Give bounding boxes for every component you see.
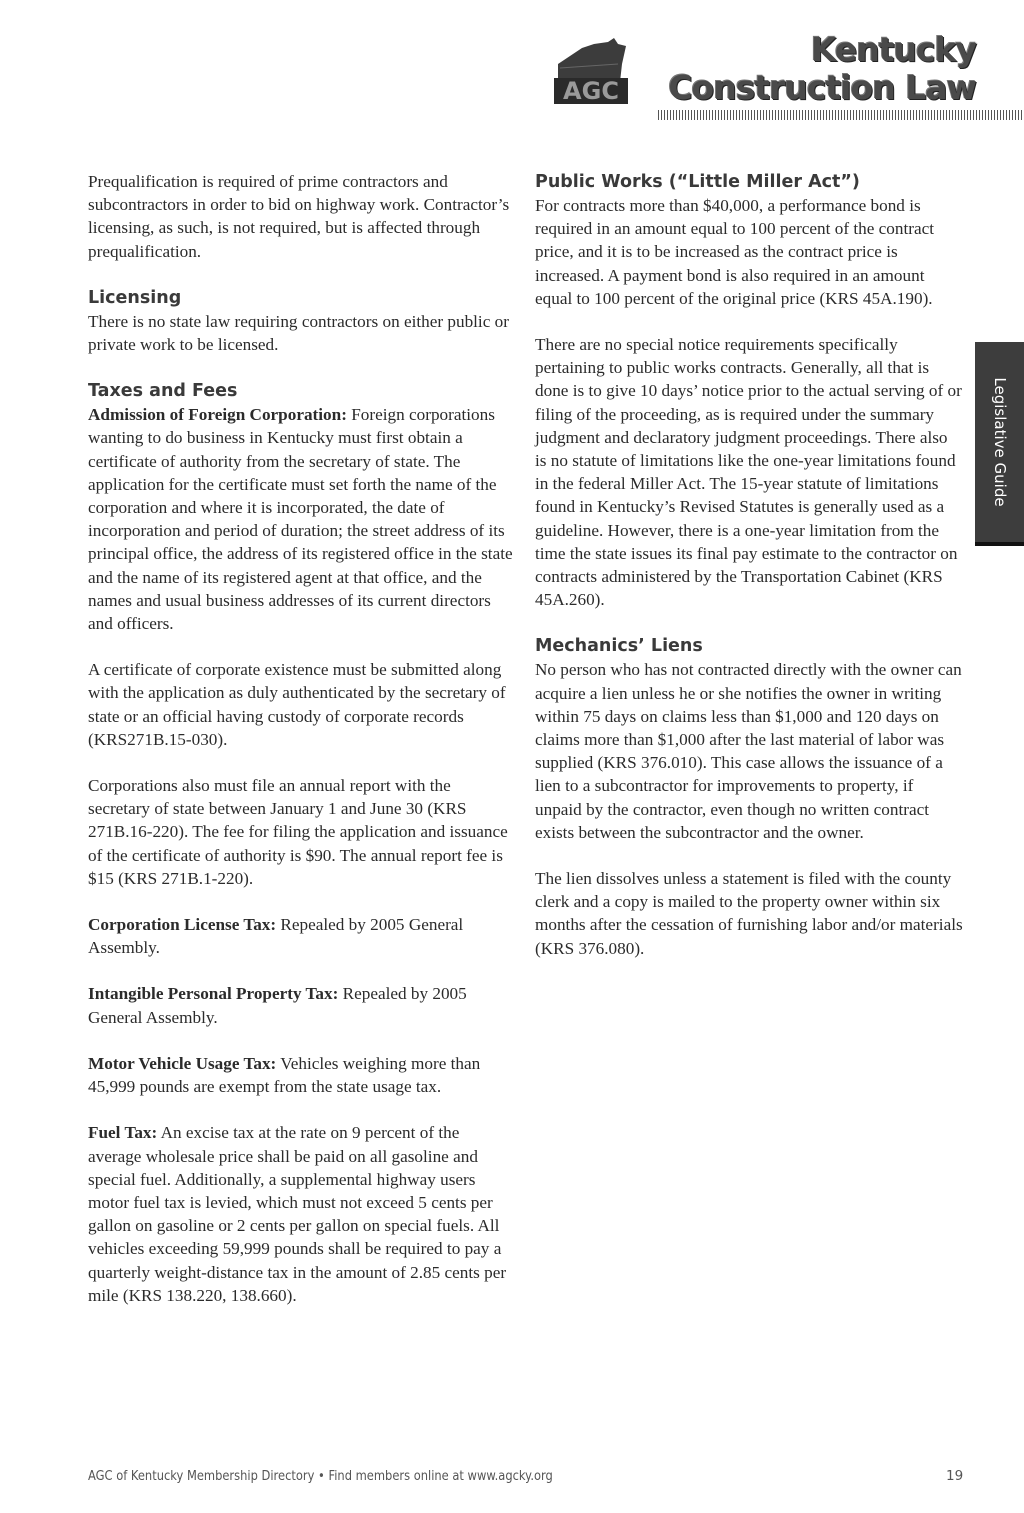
left-column <box>88 170 514 1330</box>
sidebar-tab <box>975 342 1024 546</box>
public-works-heading: Public Works (“Little Miller Act”) <box>535 172 860 192</box>
motor-vehicle-paragraph <box>88 1052 514 1098</box>
motor-vehicle-lead: Motor Vehicle Usage Tax: <box>88 1053 277 1073</box>
fuel-tax-text: An excise tax at the rate on 9 percent of the average wholesale price shall be paid on all gasoline and special fuel. Additionally, a supplemental highway users motor fuel tax is levied, which must not exceed 5 cents per gallon on gasoline or 2 cents per gallon on special fuels. All vehicles exceeding 59,999 pounds shall be required to pay a quarterly weight-distance tax in the amount of 2.85 cents per mile (KRS 138.220, 138.660). <box>88 1123 507 1305</box>
intangible-tax-text: Repealed by 2005 General Assembly. <box>88 984 467 1027</box>
intro-paragraph: Prequalification is required of prime contractors and subcontractors in order to bid on highway work. Contractor’s licensing, as such, is not required, but is affected through prequalification. <box>88 172 510 261</box>
header-title-line2: Construction Law <box>668 68 976 107</box>
mechanics-liens-paragraph: No person who has not contracted directly with the owner can acquire a lien unless he or she notifies the owner in writing within 75 days on claims less than $1,000 and 120 days on claims more than $1,000 after the last material of labor was supplied (KRS 376.010). This case allows the issuance of a lien to a subcontractor for improvements to property, if unpaid by the contractor, even though no written contract exists between the subcontractor and the owner. <box>535 660 962 842</box>
agc-kentucky-logo <box>548 34 632 118</box>
licensing-paragraph: There is no state law requiring contractors on either public or private work to be licensed. <box>88 311 509 355</box>
taxes-heading: Taxes and Fees <box>88 381 238 402</box>
page-number: 19 <box>946 1468 964 1484</box>
footer-text: AGC of Kentucky Membership Directory • Find members online at www.agcky.org <box>88 1468 553 1484</box>
mechanics-liens-heading: Mechanics’ Liens <box>535 636 703 657</box>
public-works-paragraph: For contracts more than $40,000, a performance bond is required in an amount equal to 100 percent of the contract price, and it is to be increased as the contract price is increased. A payment bond is also required in an amount equal to 100 percent of the original price (KRS 45A.190). <box>535 196 934 308</box>
foreign-corporation-text: Foreign corporations wanting to do business in Kentucky must first obtain a certificate of authority from the secretary of state. The application for the certificate must set forth the name of the corporation and where it is incorporated, the date of incorporation and period of duration; the street address of its principal office, the address of its registered office in the state and the name of its registered agent at that office, and the names and usual business addresses of its current directors and officers. <box>88 405 513 634</box>
licensing-heading: Licensing <box>88 287 182 308</box>
sidebar-tab-label: Legislative Guide <box>990 377 1009 507</box>
notice-paragraph: There are no special notice requirements specifically pertaining to public works contracts. Generally, all that is done is to give 10 days’ notice prior to the actual serving of or filing of the proceeding, as is required under the summary judgment and declaratory judgment proceedings. There also is no statute of limitations like the one-year limitations found in the federal Miller Act. The 15-year statute of limitations found in Kentucky’s Revised Statutes is generally used as a guideline. However, there is a one-year limitation from the time the state issues its final pay estimate to the contractor on contracts administered by the Transportation Cabinet (KRS 45A.260). <box>535 335 962 610</box>
right-column <box>535 170 963 983</box>
fuel-tax-lead: Fuel Tax: <box>88 1123 158 1143</box>
foreign-corporation-paragraph <box>88 403 514 635</box>
annual-report-paragraph: Corporations also must file an annual report with the secretary of state between January 1 and June 30 (KRS 271B.16-220). The fee for filing the application and issuance of the certificate of authority is $90. The annual report fee is $15 (KRS 271B.1-220). <box>88 776 508 888</box>
motor-vehicle-text: Vehicles weighing more than 45,999 pounds are exempt from the state usage tax. <box>88 1053 481 1097</box>
corporation-license-paragraph <box>88 913 514 959</box>
fuel-tax-paragraph <box>88 1121 514 1307</box>
foreign-corporation-lead: Admission of Foreign Corporation: <box>88 405 347 425</box>
logo-text: AGC <box>563 77 619 105</box>
corporation-license-text: Repealed by 2005 General Assembly. <box>88 915 464 958</box>
header-title-line1: Kentucky <box>810 30 976 69</box>
page-header <box>548 30 1024 122</box>
corporation-license-lead: Corporation License Tax: <box>88 915 277 935</box>
lien-dissolve-paragraph: The lien dissolves unless a statement is filed with the county clerk and a copy is mailed to the property owner within six months after the cessation of furnishing labor and/or materials (KRS 376.080). <box>535 869 963 958</box>
intangible-tax-lead: Intangible Personal Property Tax: <box>88 984 339 1004</box>
header-tick-bar <box>658 110 1024 120</box>
intangible-tax-paragraph <box>88 982 514 1028</box>
certificate-paragraph: A certificate of corporate existence must be submitted along with the application as duly authenticated by the secretary of state or an official having custody of corporate records (KRS271B.15-030). <box>88 660 506 749</box>
